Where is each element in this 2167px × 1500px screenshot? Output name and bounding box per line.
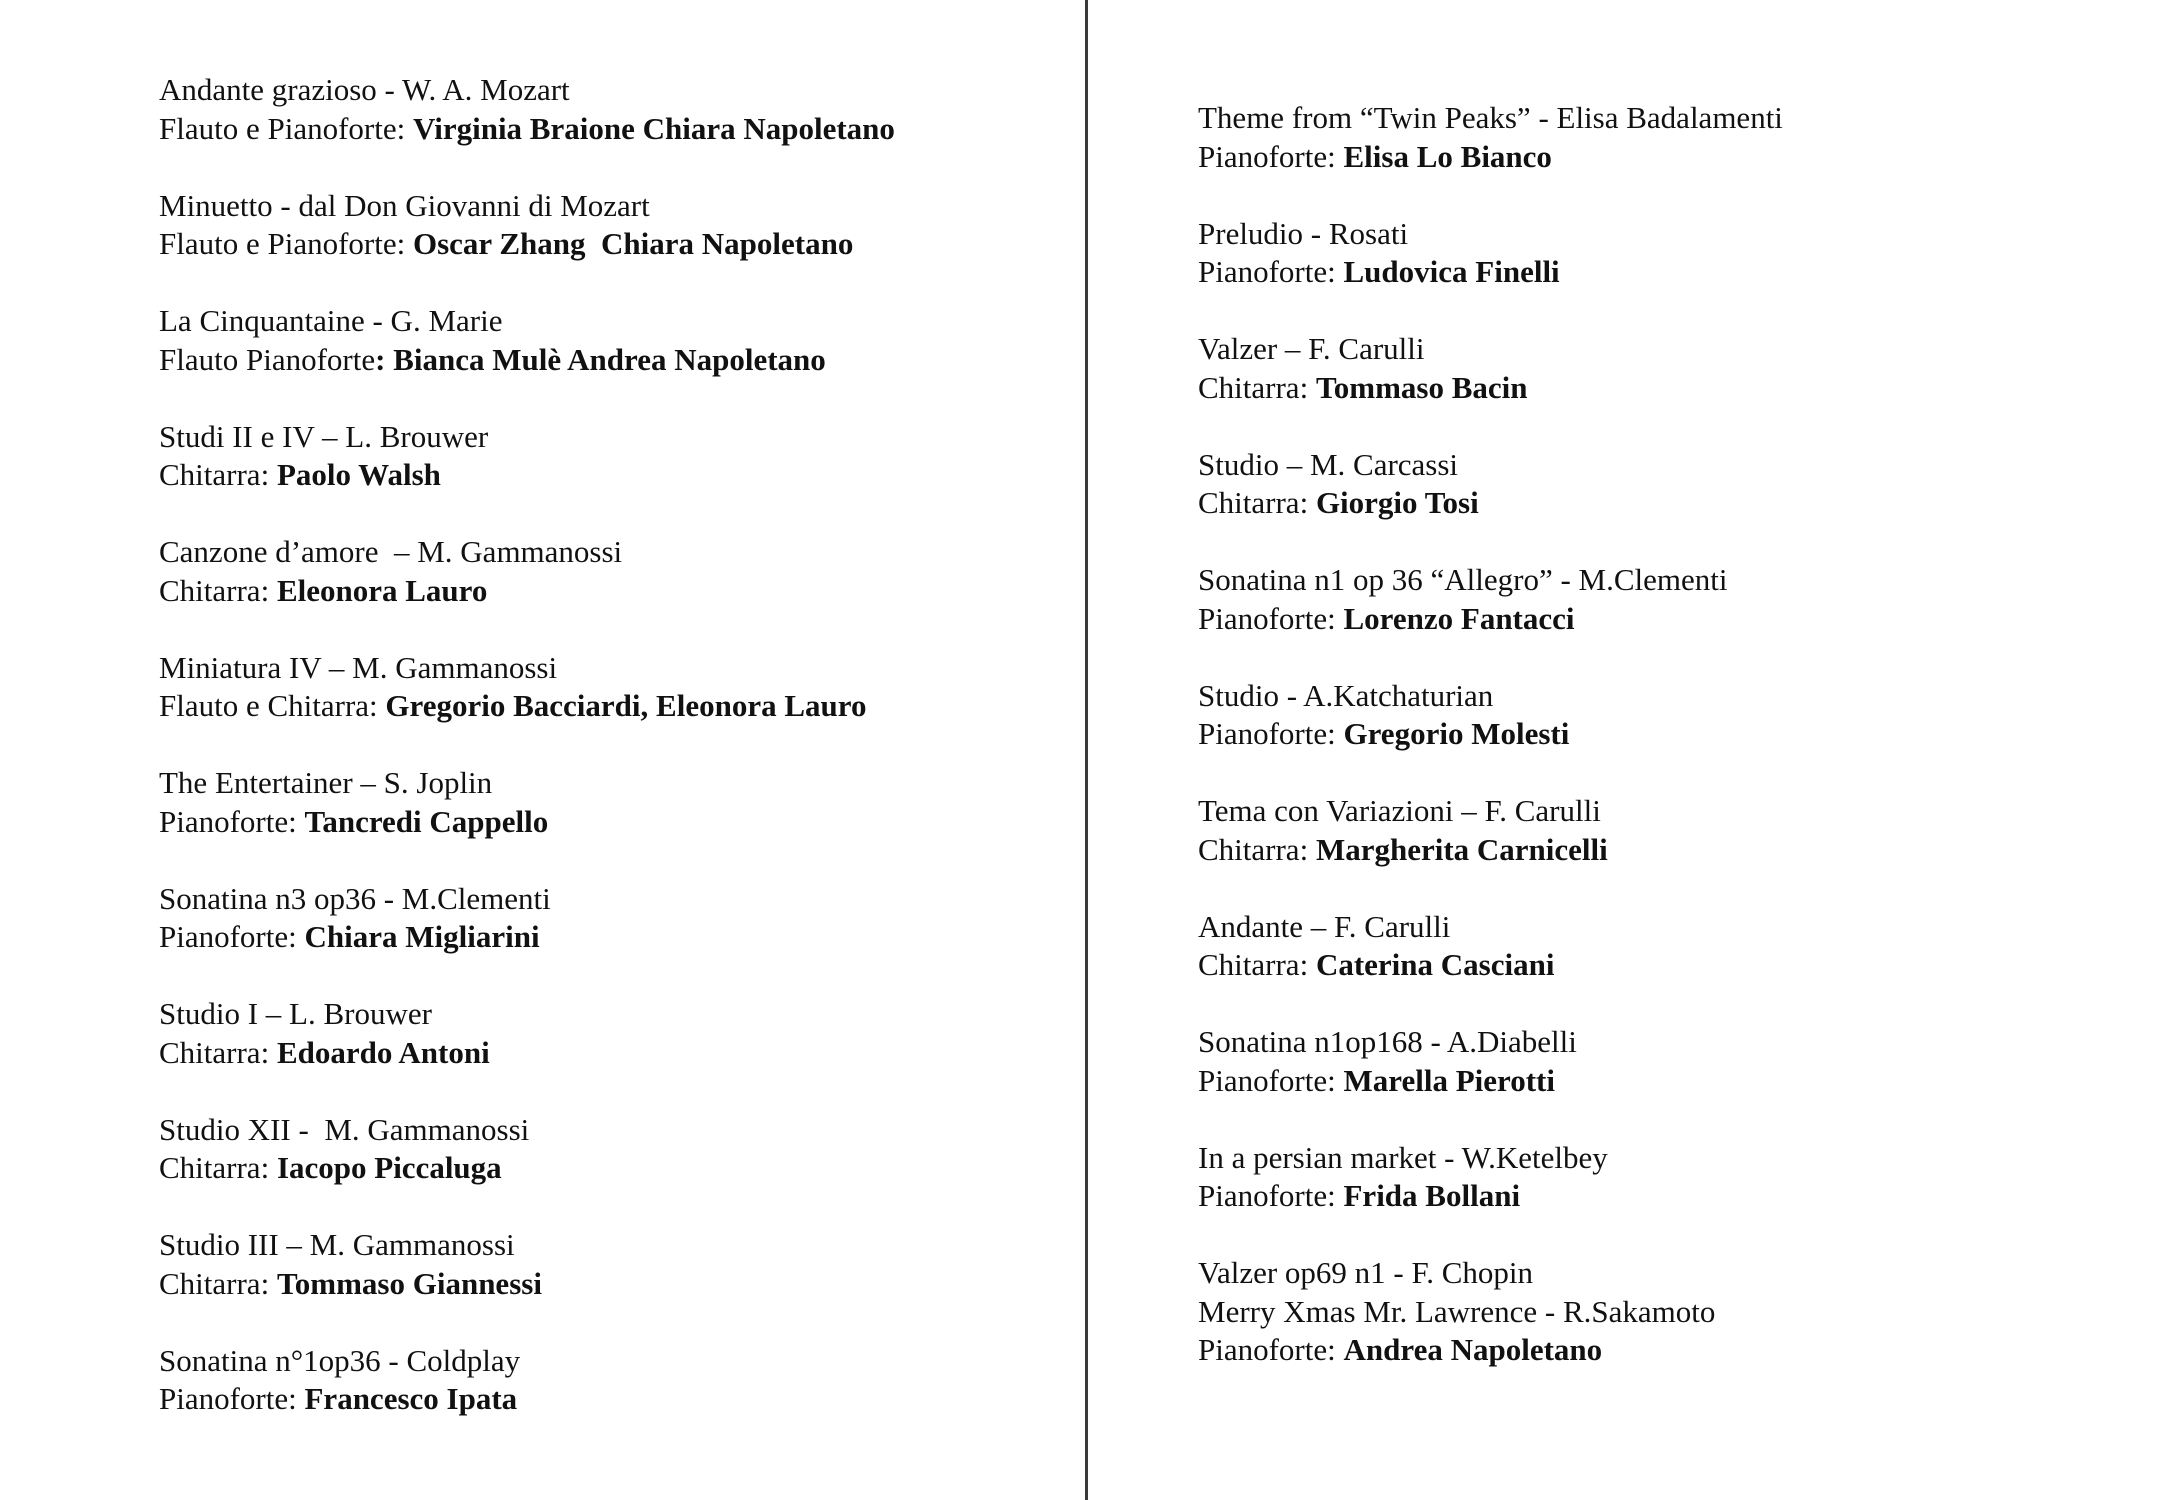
piece-title: Minuetto - dal Don Giovanni di Mozart: [159, 187, 650, 223]
performer-line: [1198, 138, 1783, 177]
performer-names: Elisa Lo Bianco: [1343, 138, 1552, 174]
piece-title: Preludio - Rosati: [1198, 215, 1409, 251]
piece-title: In a persian market - W.Ketelbey: [1198, 1139, 1608, 1175]
piece-title: Studio – M. Carcassi: [1198, 446, 1459, 482]
instrument-label: Pianoforte:: [159, 803, 305, 839]
performer-names: Margherita Carnicelli: [1315, 831, 1608, 867]
performer-names: Tommaso Giannessi: [276, 1265, 542, 1301]
program-entry: [159, 764, 895, 880]
performer-names: Tommaso Bacin: [1315, 369, 1528, 405]
performer-names: Eleonora Lauro: [276, 572, 488, 608]
piece-title: Valzer op69 n1 - F. Chopin: [1198, 1255, 1534, 1290]
performer-line: [1198, 715, 1783, 754]
performer-line: [1198, 1177, 1783, 1216]
performer-names: Paolo Walsh: [276, 457, 441, 492]
performer-names: Andrea Napoletano: [1343, 1332, 1603, 1367]
instrument-label: Chitarra:: [159, 1150, 277, 1185]
piece-title: Canzone d’amore – M. Gammanossi: [159, 534, 623, 569]
performer-names: Iacopo Piccaluga: [276, 1150, 502, 1185]
instrument-label: Pianoforte:: [1198, 1332, 1344, 1367]
performer-line: [159, 918, 895, 957]
instrument-label: Pianoforte:: [1198, 1178, 1344, 1213]
program-entry: [159, 1111, 895, 1227]
performer-line: [1198, 1062, 1783, 1101]
performer-line: [1198, 600, 1783, 639]
performer-names: : Bianca Mulè Andrea Napoletano: [375, 341, 826, 377]
instrument-label: Chitarra:: [1198, 369, 1316, 405]
piece-title: Tema con Variazioni – F. Carulli: [1198, 793, 1601, 828]
program-entry: [1198, 561, 1783, 677]
performer-line: [159, 1380, 895, 1419]
performer-line: [1198, 831, 1783, 870]
performer-names: Francesco Ipata: [304, 1381, 518, 1416]
performer-names: Frida Bollani: [1343, 1178, 1521, 1213]
instrument-label: Chitarra:: [159, 457, 277, 492]
piece-title: Theme from “Twin Peaks” - Elisa Badalamenti: [1198, 100, 1783, 135]
performer-line: [1198, 253, 1783, 292]
program-entry: [159, 302, 895, 418]
performer-names: Tancredi Cappello: [304, 803, 549, 839]
right-page: [1088, 0, 2167, 1500]
performer-line: [159, 456, 895, 495]
piece-title-second: Merry Xmas Mr. Lawrence - R.Sakamoto: [1198, 1293, 1716, 1329]
performer-names: Ludovica Finelli: [1343, 254, 1560, 289]
performer-names: Gregorio Molesti: [1343, 716, 1570, 751]
program-entry: [159, 533, 895, 649]
performer-line: [159, 572, 895, 611]
program-entry: [1198, 792, 1783, 908]
performer-line: [1198, 946, 1783, 985]
program-entry: [159, 1342, 895, 1458]
performer-names: Lorenzo Fantacci: [1343, 600, 1575, 636]
program-entry: [159, 995, 895, 1111]
instrument-label: Chitarra:: [159, 1034, 277, 1070]
performer-line: [1198, 369, 1783, 408]
performer-line: [159, 687, 895, 726]
piece-title: Andante – F. Carulli: [1198, 908, 1451, 944]
performer-line: [1198, 1331, 1783, 1370]
program-entry: [1198, 99, 1783, 215]
performer-names: Oscar Zhang Chiara Napoletano: [412, 226, 854, 261]
program-entry: [1198, 908, 1783, 1024]
instrument-label: Chitarra:: [159, 572, 277, 608]
piece-title: Studio I – L. Brouwer: [159, 996, 432, 1031]
performer-line: [159, 803, 895, 842]
performer-names: Giorgio Tosi: [1315, 485, 1479, 520]
performer-line: [159, 1265, 895, 1304]
program-entry: [159, 187, 895, 303]
performer-names: Edoardo Antoni: [276, 1034, 490, 1070]
instrument-label: Chitarra:: [159, 1265, 277, 1301]
performer-names: Gregorio Bacciardi, Eleonora Lauro: [385, 688, 867, 723]
piece-title: La Cinquantaine - G. Marie: [159, 303, 503, 338]
program-list-right: [1198, 99, 1783, 1370]
program-entry: [159, 649, 895, 765]
instrument-label: Pianoforte:: [1198, 1062, 1344, 1098]
piece-title: Studi II e IV – L. Brouwer: [159, 418, 489, 454]
program-entry: [1198, 677, 1783, 793]
piece-title: Valzer – F. Carulli: [1198, 331, 1425, 366]
performer-line: [159, 110, 895, 149]
program-entry: [159, 418, 895, 534]
instrument-label: Pianoforte:: [159, 1381, 305, 1416]
piece-title: Sonatina n3 op36 - M.Clementi: [159, 880, 551, 916]
program-entry: [1198, 330, 1783, 446]
program-entry: [1198, 1254, 1783, 1370]
piece-title: Andante grazioso - W. A. Mozart: [159, 72, 570, 107]
instrument-label: Pianoforte:: [159, 919, 305, 954]
instrument-label: Pianoforte:: [1198, 600, 1344, 636]
program-entry: [159, 1226, 895, 1342]
performer-names: Caterina Casciani: [1315, 947, 1555, 982]
program-entry: [1198, 1023, 1783, 1139]
instrument-label: Pianoforte:: [1198, 138, 1344, 174]
piece-title: Sonatina n°1op36 - Coldplay: [159, 1342, 521, 1378]
performer-line: [1198, 484, 1783, 523]
instrument-label: Flauto Pianoforte: [159, 341, 376, 377]
piece-title: Miniatura IV – M. Gammanossi: [159, 649, 558, 685]
performer-names: Virginia Braione Chiara Napoletano: [412, 110, 895, 146]
program-entry: [1198, 1139, 1783, 1255]
instrument-label: Pianoforte:: [1198, 716, 1344, 751]
piece-title: Studio XII - M. Gammanossi: [159, 1111, 530, 1147]
performer-names: Chiara Migliarini: [304, 919, 540, 954]
piece-title: Sonatina n1 op 36 “Allegro” - M.Clementi: [1198, 562, 1728, 597]
piece-title: Sonatina n1op168 - A.Diabelli: [1198, 1024, 1577, 1059]
instrument-label: Chitarra:: [1198, 947, 1316, 982]
piece-title: Studio III – M. Gammanossi: [159, 1227, 515, 1262]
program-entry: [159, 880, 895, 996]
instrument-label: Chitarra:: [1198, 831, 1316, 867]
instrument-label: Pianoforte:: [1198, 254, 1344, 289]
instrument-label: Flauto e Pianoforte:: [159, 110, 413, 146]
program-entry: [1198, 446, 1783, 562]
instrument-label: Flauto e Pianoforte:: [159, 226, 413, 261]
performer-line: [159, 341, 895, 380]
performer-line: [159, 1034, 895, 1073]
performer-line: [159, 225, 895, 264]
performer-names: Marella Pierotti: [1343, 1062, 1555, 1098]
performer-line: [159, 1149, 895, 1188]
piece-title: Studio - A.Katchaturian: [1198, 677, 1494, 713]
program-list-left: [159, 71, 895, 1457]
instrument-label: Chitarra:: [1198, 485, 1316, 520]
piece-title: The Entertainer – S. Joplin: [159, 765, 493, 800]
instrument-label: Flauto e Chitarra:: [159, 688, 386, 723]
program-entry: [1198, 215, 1783, 331]
program-entry: [159, 71, 895, 187]
